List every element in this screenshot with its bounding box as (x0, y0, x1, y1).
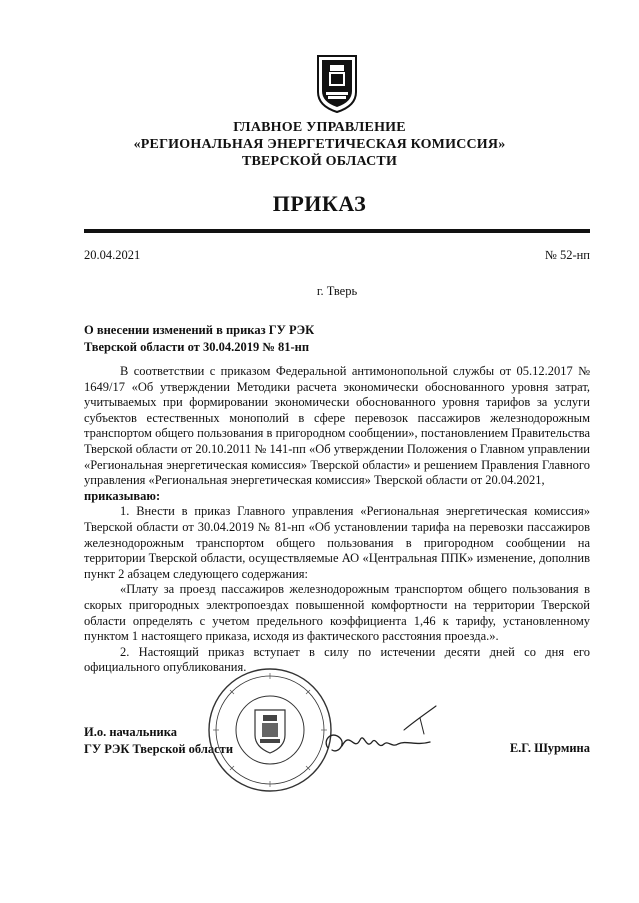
subject-line-2: Тверской области от 30.04.2019 № 81-нп (84, 340, 310, 354)
header-divider (84, 229, 590, 233)
handwritten-signature-icon (320, 700, 440, 770)
subject-line-1: О внесении изменений в приказ ГУ РЭК (84, 323, 315, 337)
document-date: 20.04.2021 (84, 248, 141, 262)
quote-paragraph: «Плату за проезд пассажиров железнодорожным транспортом общего пользования в скорых пригородных электропоездах повышенной комфортности на территории Тверской области определять с учетом предельного коэффициента 1,46 к тарифу, установленному пунктом 1 настоящего приказа, исходя из фактического расстояния проезда.». (84, 582, 590, 644)
header-line-1: ГЛАВНОЕ УПРАВЛЕНИЕ (233, 120, 406, 135)
header-line-2: «РЕГИОНАЛЬНАЯ ЭНЕРГЕТИЧЕСКАЯ КОМИССИЯ» (133, 137, 506, 152)
header-line-3: ТВЕРСКОЙ ОБЛАСТИ (241, 154, 398, 169)
order-word: приказываю: (84, 488, 161, 503)
position-line-1: И.о. начальника (84, 725, 177, 739)
preamble-paragraph: В соответствии с приказом Федеральной антимонопольной службы от 05.12.2017 № 1649/17 «Об утверждении Методики расчета экономически обоснованного уровня затрат, учитываемых при формировании экономически обоснованного уровня тарифов за услуги субъектов естественных монополий в сфере перевозок пассажиров железнодорожным транспортом общего пользования в пригородном сообщении», постановлением Правительства Тверской области от 20.10.2011 № 141-пп «Об утверждении Положения о Главном управлении «Региональная энергетическая комиссия» Тверской области» и решением Правления Главного управления «Региональная энергетическая комиссия» Тверской области от 20.04.2021, (84, 364, 590, 488)
item-2-paragraph: 2. Настоящий приказ вступает в силу по истечении десяти дней со дня его официального опубликования. (84, 644, 590, 675)
document-number: № 52-нп (544, 248, 590, 262)
coat-of-arms-icon (316, 52, 358, 114)
document-city: г. Тверь (316, 284, 358, 298)
document-subject (84, 322, 314, 356)
signatory-name: Е.Г. Шурмина (509, 741, 590, 755)
document-body (84, 364, 590, 676)
item-1-paragraph: 1. Внести в приказ Главного управления «Региональная энергетическая комиссия» Тверской области от 30.04.2019 № 81-нп «Об установлении тарифа на перевозки пассажиров железнодорожным транспортом общего пользования в пригородном сообщении на территории Тверской области, осуществляемые АО «Центральная ППК» изменение, дополнив пункт 2 абзацем следующего содержания: (84, 504, 590, 581)
official-seal-icon (205, 665, 335, 795)
position-line-2: ГУ РЭК Тверской области (84, 742, 234, 756)
document-type-title: ПРИКАЗ (272, 191, 367, 216)
